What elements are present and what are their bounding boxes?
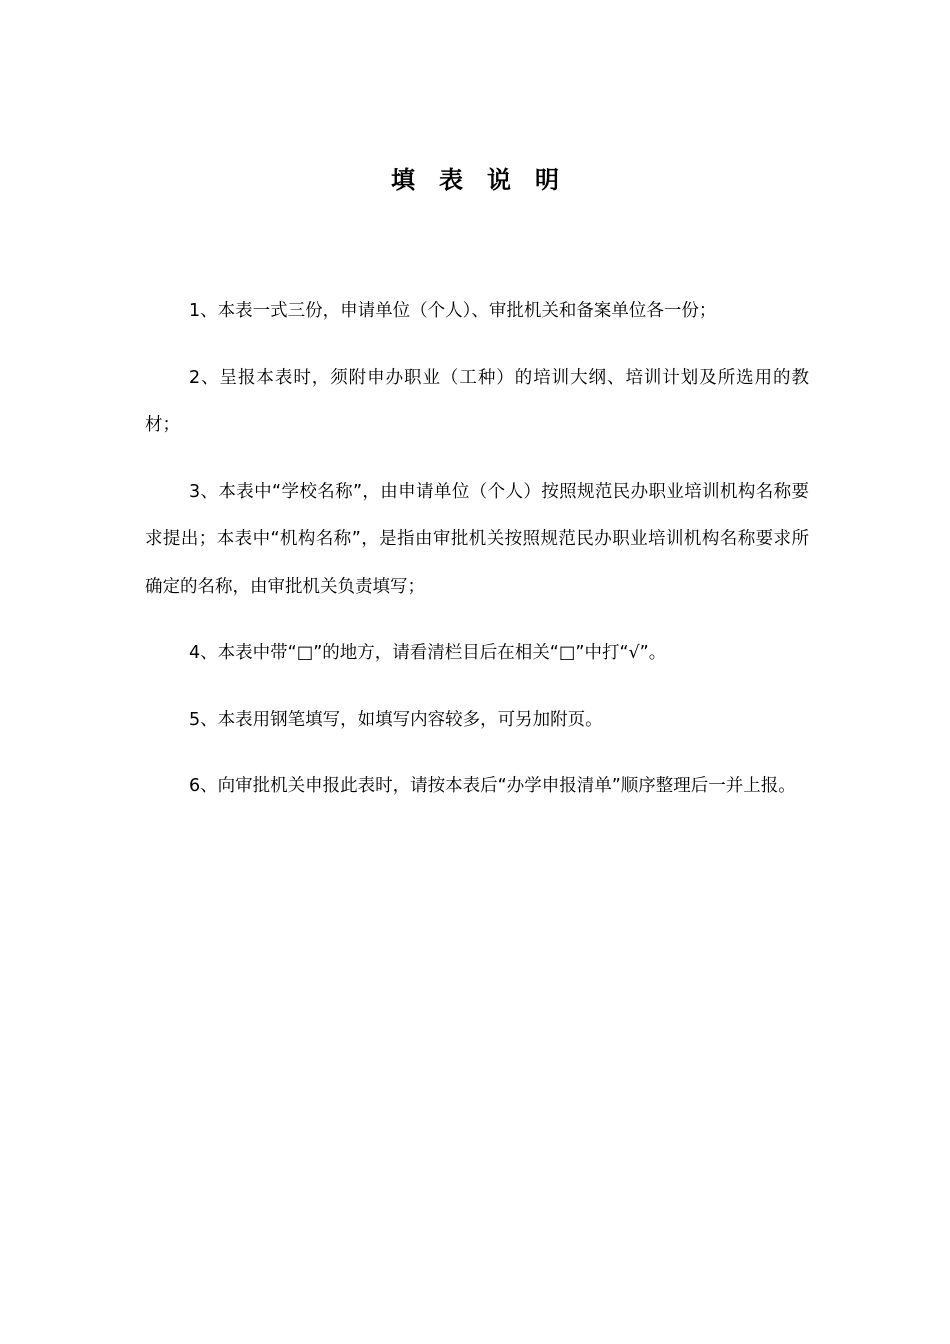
instruction-item-6: 6、向审批机关申报此表时，请按本表后“办学申报清单”顺序整理后一并上报。 [189,776,796,796]
instruction-item-1: 1、本表一式三份，申请单位（个人）、审批机关和备案单位各一份； [189,301,717,321]
page-title: 填表说明 [391,165,583,194]
instructions-list [145,288,809,830]
instruction-item-3: 3、本表中“学校名称”，由申请单位（个人）按照规范民办职业培训机构名称要求提出；本表中“机构名称”，是指由审批机关按照规范民办职业培训机构名称要求所确定的名称，由审批机关负责填写； [145,481,809,597]
instruction-item-2: 2、呈报本表时，须附申办职业（工种）的培训大纲、培训计划及所选用的教材； [145,367,809,435]
instruction-item-5: 5、本表用钢笔填写，如填写内容较多，可另加附页。 [189,709,603,730]
instruction-item-4: 4、本表中带“□”的地方，请看清栏目后在相关“□”中打“√”。 [189,643,667,663]
